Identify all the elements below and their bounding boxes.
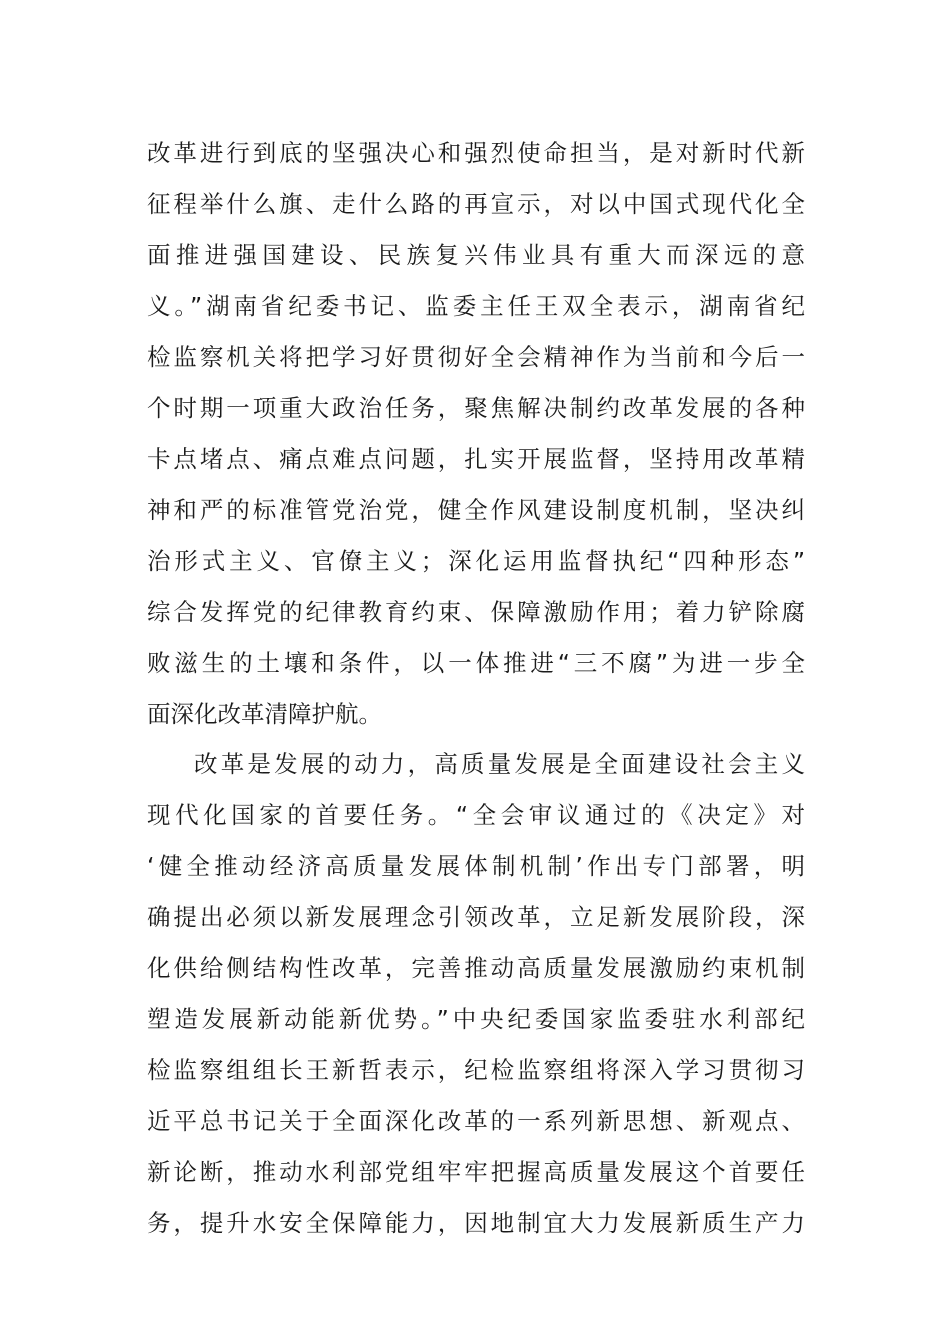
paragraph-1-line-1: 改革进行到底的坚强决心和强烈使命担当，是对新时代新 [147,139,805,167]
paragraph-1-line-7: 卡点堵点、痛点难点问题，扎实开展监督，坚持用改革精 [147,445,805,473]
paragraph-1-line-12: 面深化改革清障护航。 [147,700,382,728]
paragraph-1-line-8: 神和严的标准管党治党，健全作风建设制度机制，坚决纠 [147,496,805,524]
paragraph-2-line-1: 改革是发展的动力，高质量发展是全面建设社会主义 [194,750,805,778]
paragraph-1-line-6: 个时期一项重大政治任务，聚焦解决制约改革发展的各种 [147,394,805,422]
paragraph-1-line-10: 综合发挥党的纪律教育约束、保障激励作用；着力铲除腐 [147,598,805,626]
paragraph-2-line-7: 检监察组组长王新哲表示，纪检监察组将深入学习贯彻习 [147,1056,805,1084]
paragraph-1-line-4: 义。”湖南省纪委书记、监委主任王双全表示，湖南省纪 [147,292,805,320]
paragraph-2-line-8: 近平总书记关于全面深化改革的一系列新思想、新观点、 [147,1107,805,1135]
paragraph-2-line-2: 现代化国家的首要任务。“全会审议通过的《决定》对 [147,801,805,829]
paragraph-2-line-5: 化供给侧结构性改革，完善推动高质量发展激励约束机制 [147,954,805,982]
paragraph-1-line-11: 败滋生的土壤和条件，以一体推进“三不腐”为进一步全 [147,649,805,677]
paragraph-2-line-10: 务，提升水安全保障能力，因地制宜大力发展新质生产力 [147,1209,805,1237]
paragraph-1-line-9: 治形式主义、官僚主义；深化运用监督执纪“四种形态” [147,547,805,575]
paragraph-1-line-5: 检监察机关将把学习好贯彻好全会精神作为当前和今后一 [147,343,805,371]
paragraph-2-line-9: 新论断，推动水利部党组牢牢把握高质量发展这个首要任 [147,1158,805,1186]
paragraph-2-line-3: ‘健全推动经济高质量发展体制机制’作出专门部署，明 [147,852,805,880]
paragraph-1-line-2: 征程举什么旗、走什么路的再宣示，对以中国式现代化全 [147,190,805,218]
paragraph-1-line-3: 面推进强国建设、民族复兴伟业具有重大而深远的意 [147,241,805,269]
paragraph-2-line-6: 塑造发展新动能新优势。”中央纪委国家监委驻水利部纪 [147,1005,805,1033]
paragraph-2-line-4: 确提出必须以新发展理念引领改革，立足新发展阶段，深 [147,903,805,931]
